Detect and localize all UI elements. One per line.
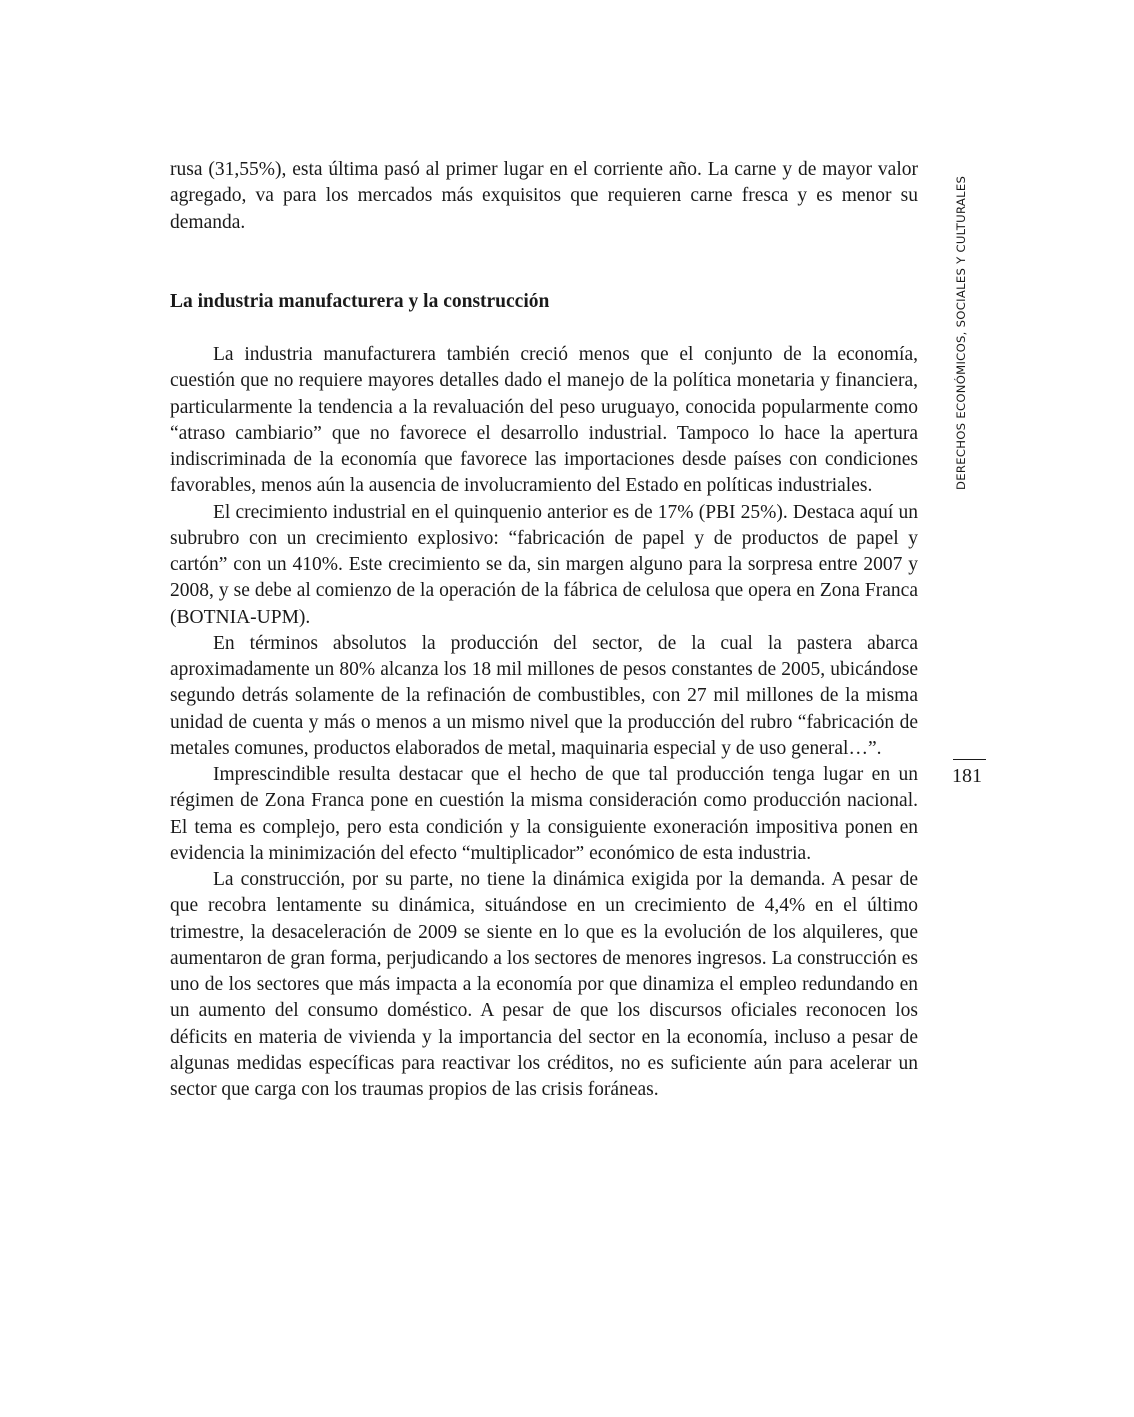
section-body — [170, 342, 918, 1103]
page-number: 181 — [952, 765, 982, 787]
paragraph-construction: La construcción, por su parte, no tiene la dinámica exigida por la demanda. A pesar de que recobra lentamente su dinámica, situándose en un crecimiento de 4,4% en el último trimestre, la desaceleración de 2009 se siente en lo que es la evolución de los alquileres, que aumentaron de gran forma, perjudicando a los sectores de menores ingresos. La construcción es uno de los sectores que más impacta a la economía por que dinamiza el empleo redundando en un aumento del consumo doméstico. A pesar de que los discursos oficiales reconocen los déficits en materia de vivienda y la importancia del sector en la economía, incluso a pesar de algunas medidas específicas para reactivar los créditos, no es suficiente aún para acelerar un sector que carga con los traumas propios de las crisis foráneas. — [170, 869, 918, 1100]
page-number-rule — [953, 759, 986, 760]
paragraph-absolute-terms: En términos absolutos la producción del sector, de la cual la pastera abarca aproximadamente un 80% alcanza los 18 mil millones de pesos constantes de 2005, ubicándose segundo detrás solamente de la refinación de combustibles, con 27 mil millones de la misma unidad de cuenta y más o menos a un mismo nivel que la producción del rubro “fabricación de metales comunes, productos elaborados de metal, maquinaria especial y de uso general…”. — [170, 632, 918, 759]
intro-paragraph: rusa (31,55%), esta última pasó al primer lugar en el corriente año. La carne y de mayor valor agregado, va para los mercados más exquisitos que requieren carne fresca y es menor su demanda. — [170, 159, 918, 233]
intro-paragraph-block — [170, 157, 918, 236]
section-heading: La industria manufacturera y la construcción — [170, 291, 550, 312]
running-header: DERECHOS ECONÓMICOS, SOCIALES Y CULTURALES — [954, 175, 968, 490]
paragraph-manufacturing: La industria manufacturera también creció menos que el conjunto de la economía, cuestión que no requiere mayores detalles dado el manejo de la política monetaria y financiera, particularmente la tendencia a la revaluación del peso uruguayo, conocida popularmente como “atraso cambiario” que no favorece el desarrollo industrial. Tampoco lo hace la apertura indiscriminada de la economía que favorece las importaciones desde países con condiciones favorables, menos aún la ausencia de involucramiento del Estado en políticas industriales. — [170, 344, 918, 497]
paragraph-industrial-growth: El crecimiento industrial en el quinquenio anterior es de 17% (PBI 25%). Destaca aquí un subrubro con un crecimiento explosivo: “fabricación de papel y de productos de papel y cartón” con un 410%. Este crecimiento se da, sin margen alguno para la sorpresa entre 2007 y 2008, y se debe al comienzo de la operación de la fábrica de celulosa que opera en Zona Franca (BOTNIA-UPM). — [170, 501, 918, 628]
paragraph-free-zone: Imprescindible resulta destacar que el hecho de que tal producción tenga lugar en un régimen de Zona Franca pone en cuestión la misma consideración como producción nacional. El tema es complejo, pero esta condición y la consiguiente exoneración impositiva ponen en evidencia la minimización del efecto “multiplicador” económico de esta industria. — [170, 764, 918, 864]
